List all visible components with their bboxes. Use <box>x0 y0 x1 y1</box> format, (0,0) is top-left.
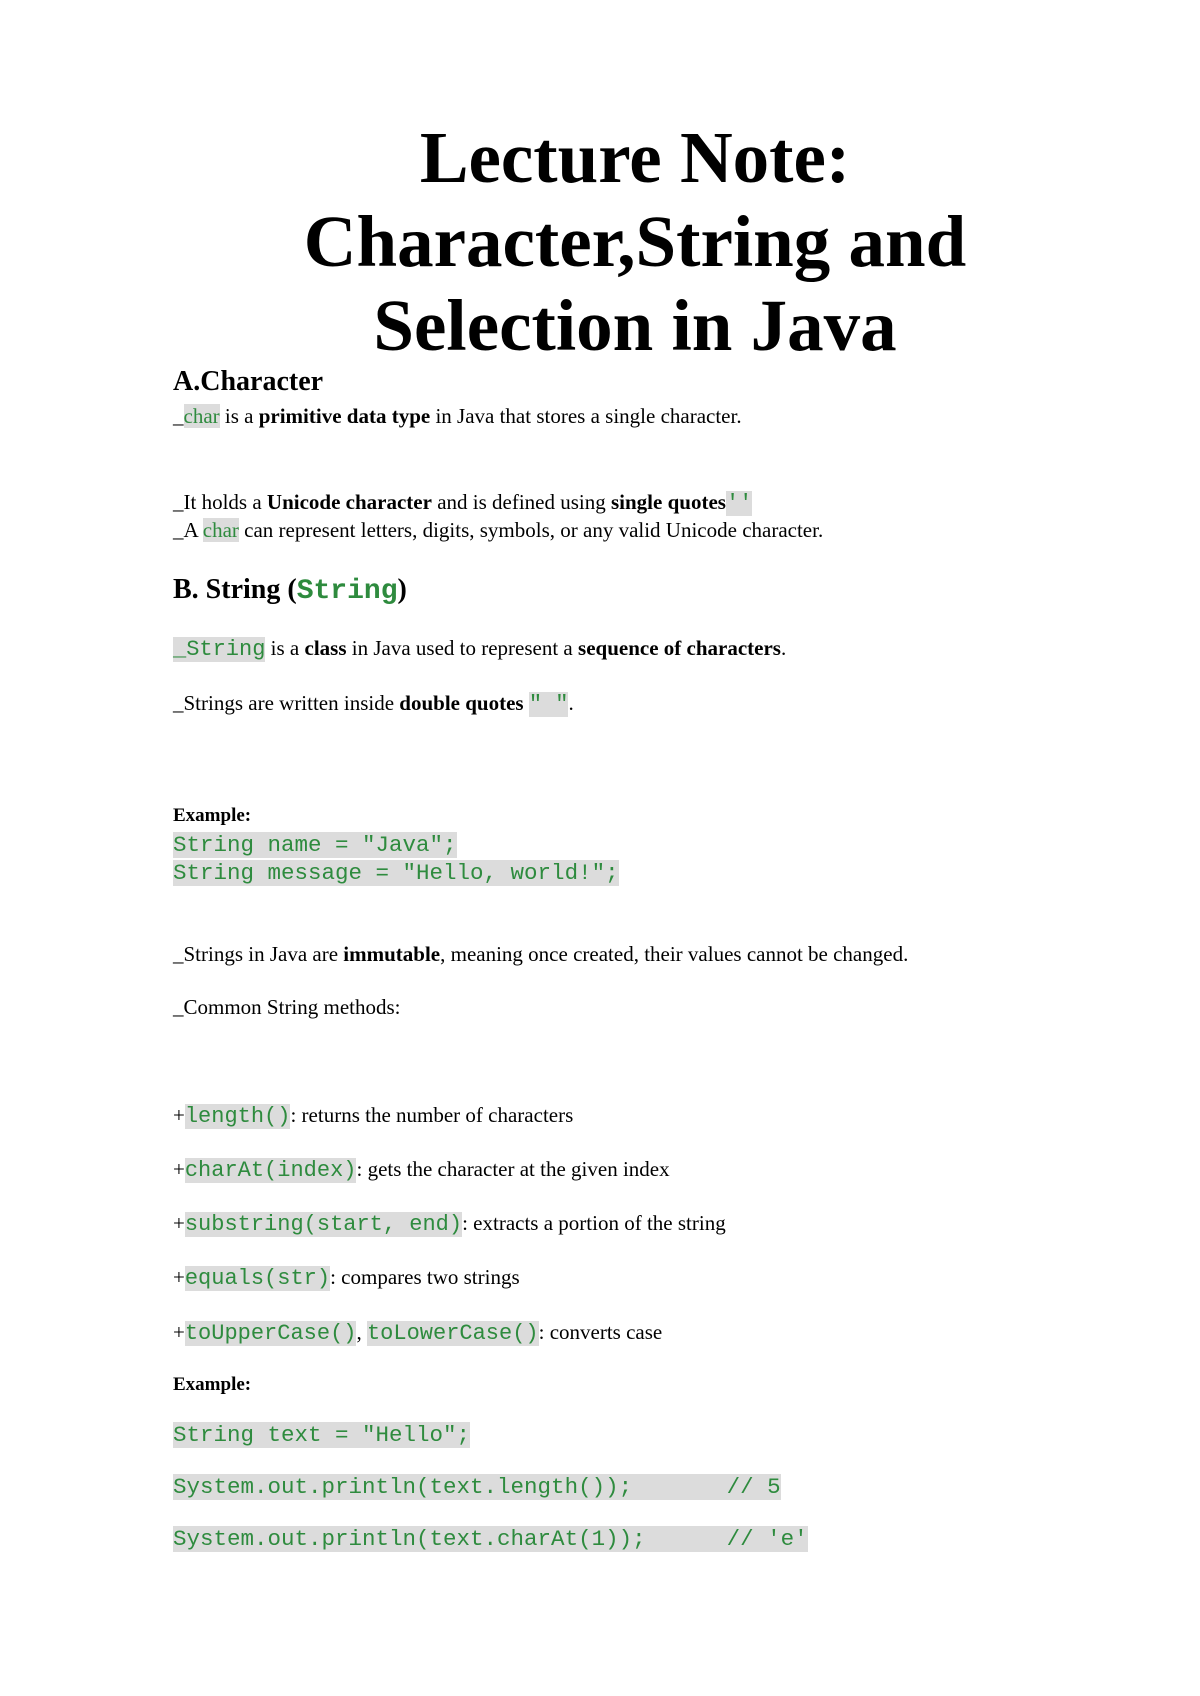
inline-code: toUpperCase() <box>184 1321 357 1346</box>
inline-code: '' <box>725 491 753 516</box>
inline-code: String <box>296 576 398 607</box>
string-definition-paragraph: _String is a class in Java used to represent a sequence of characters. <box>173 636 787 662</box>
inline-code: " " <box>528 692 569 717</box>
section-b-heading: B. String (String) <box>173 574 407 607</box>
method-item: +length(): returns the number of characters <box>173 1103 574 1129</box>
double-quotes-paragraph: _Strings are written inside double quotes " ". <box>173 691 574 717</box>
code-line: System.out.println(text.length()); // 5 <box>173 1474 781 1500</box>
common-methods-paragraph: _Common String methods: <box>173 995 401 1019</box>
method-item: +substring(start, end): extracts a portion of the string <box>173 1211 726 1237</box>
inline-code: char <box>183 404 220 428</box>
immutable-paragraph: _Strings in Java are immutable, meaning once created, their values cannot be changed. <box>173 942 909 966</box>
code-line: String message = "Hello, world!"; <box>173 860 619 886</box>
inline-code: substring(start, end) <box>184 1212 463 1237</box>
method-item: +toUpperCase(), toLowerCase(): converts case <box>173 1320 663 1346</box>
example-label: Example: <box>173 805 252 826</box>
method-item: +equals(str): compares two strings <box>173 1265 520 1291</box>
inline-code: toLowerCase() <box>366 1321 539 1346</box>
inline-code: char <box>202 518 239 542</box>
code-line: String text = "Hello"; <box>173 1422 471 1448</box>
inline-code: charAt(index) <box>184 1158 357 1183</box>
char-representation-paragraph: _A char can represent letters, digits, symbols, or any valid Unicode character. <box>173 518 824 542</box>
code-line: String name = "Java"; <box>173 832 457 858</box>
method-item: +charAt(index): gets the character at the given index <box>173 1157 670 1183</box>
title-line-3: Selection in Java <box>373 285 897 366</box>
title-line-2: Character,String and <box>303 201 967 282</box>
section-a-heading: A.Character <box>173 366 324 397</box>
inline-code: length() <box>184 1104 291 1129</box>
inline-code: _String <box>173 637 266 662</box>
code-line: System.out.println(text.charAt(1)); // 'e' <box>173 1526 808 1552</box>
char-definition-paragraph: _char is a primitive data type in Java that stores a single character. <box>173 404 742 428</box>
example-label: Example: <box>173 1374 252 1395</box>
title-line-1: Lecture Note: <box>419 117 851 198</box>
inline-code: equals(str) <box>184 1266 331 1291</box>
unicode-paragraph: _It holds a Unicode character and is defined using single quotes'' <box>173 490 753 516</box>
